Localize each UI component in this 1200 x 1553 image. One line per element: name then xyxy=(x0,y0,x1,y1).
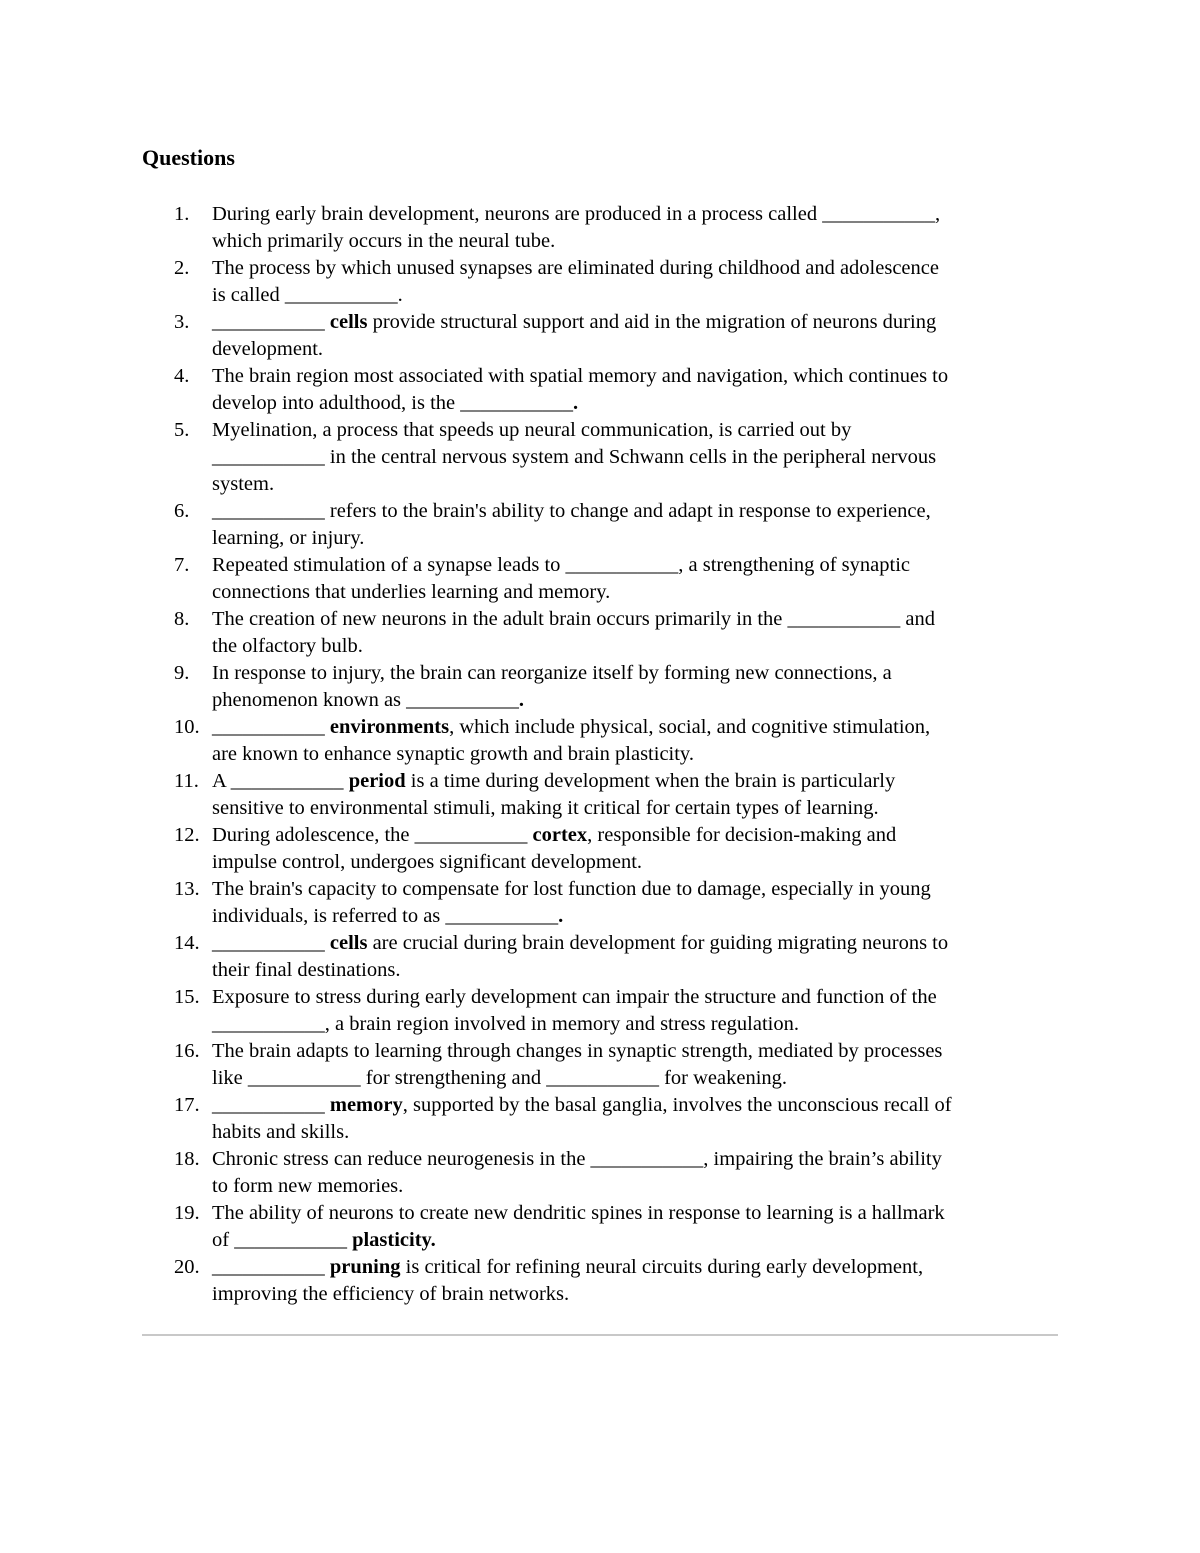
bold-term: plasticity. xyxy=(352,1229,436,1251)
question-text: provide structural support and aid in the migration of neurons during xyxy=(367,311,937,333)
question-text-line xyxy=(212,822,1062,849)
horizontal-divider xyxy=(142,1334,1058,1336)
question-text-line xyxy=(212,768,1062,795)
question-number: 3. xyxy=(174,311,190,333)
question-text-line xyxy=(212,309,1062,336)
question-item xyxy=(142,1254,1062,1308)
question-text: individuals, is referred to as ___________ xyxy=(212,905,559,927)
question-number: 10. xyxy=(174,716,200,738)
question-text: In response to injury, the brain can reorganize itself by forming new connections, a xyxy=(212,662,892,684)
question-text: are crucial during brain development for guiding migrating neurons to xyxy=(367,932,949,954)
question-item xyxy=(142,930,1062,984)
question-text: The ability of neurons to create new dendritic spines in response to learning is a hallmark xyxy=(212,1202,945,1224)
question-item xyxy=(142,1038,1062,1092)
question-text-line xyxy=(212,849,1062,876)
question-text: The brain region most associated with spatial memory and navigation, which continues to xyxy=(212,365,949,387)
bold-term: memory xyxy=(329,1094,403,1116)
question-text: learning, or injury. xyxy=(212,527,365,549)
question-text-line xyxy=(212,795,1062,822)
question-text-line xyxy=(212,363,1062,390)
question-text-line xyxy=(212,552,1062,579)
question-text-line xyxy=(212,876,1062,903)
question-text-line xyxy=(212,525,1062,552)
bold-term: . xyxy=(558,905,564,927)
question-text: ___________ xyxy=(212,932,330,954)
question-text-line xyxy=(212,903,1062,930)
question-number: 18. xyxy=(174,1148,200,1170)
question-text-line xyxy=(212,1173,1062,1200)
question-item xyxy=(142,606,1062,660)
question-text: the olfactory bulb. xyxy=(212,635,363,657)
bold-term: environments xyxy=(329,716,450,738)
bold-term: cells xyxy=(329,932,368,954)
question-text: are known to enhance synaptic growth and brain plasticity. xyxy=(212,743,694,765)
question-text-line xyxy=(212,498,1062,525)
question-text: Myelination, a process that speeds up neural communication, is carried out by xyxy=(212,419,852,441)
question-number: 6. xyxy=(174,500,190,522)
bold-term: period xyxy=(348,770,406,792)
question-text: like ___________ for strengthening and ___________ for weakening. xyxy=(212,1067,788,1089)
question-text: to form new memories. xyxy=(212,1175,404,1197)
question-text: ___________ refers to the brain's ability to change and adapt in response to experience, xyxy=(212,500,931,522)
question-item xyxy=(142,417,1062,498)
question-text: development. xyxy=(212,338,324,360)
question-text: connections that underlies learning and memory. xyxy=(212,581,611,603)
bold-term: . xyxy=(518,689,525,711)
question-number: 2. xyxy=(174,257,190,279)
question-text: The brain's capacity to compensate for lost function due to damage, especially in young xyxy=(212,878,931,900)
question-text: which primarily occurs in the neural tube. xyxy=(212,230,556,252)
question-text: their final destinations. xyxy=(212,959,401,981)
question-item xyxy=(142,309,1062,363)
question-text-line xyxy=(212,1254,1062,1281)
question-text-line xyxy=(212,444,1062,471)
question-text-line xyxy=(212,1092,1062,1119)
bold-term: . xyxy=(573,392,579,414)
question-text: sensitive to environmental stimuli, making it critical for certain types of learning. xyxy=(212,797,879,819)
question-text-line xyxy=(212,660,1062,687)
question-text-line xyxy=(212,1011,1062,1038)
question-text: ___________ in the central nervous system and Schwann cells in the peripheral nervous xyxy=(212,446,937,468)
question-number: 4. xyxy=(174,365,190,387)
question-item xyxy=(142,1200,1062,1254)
question-text-line xyxy=(212,606,1062,633)
section-heading: Questions xyxy=(142,145,235,170)
question-number: 9. xyxy=(174,662,190,684)
question-text: impulse control, undergoes significant development. xyxy=(212,851,643,873)
question-text: ___________ xyxy=(212,716,330,738)
question-text: Repeated stimulation of a synapse leads to ___________, a strengthening of synaptic xyxy=(212,554,910,576)
question-text-line xyxy=(212,336,1062,363)
question-text: During adolescence, the ___________ xyxy=(212,824,533,846)
question-text: The creation of new neurons in the adult brain occurs primarily in the ___________ and xyxy=(212,608,935,630)
question-text: is a time during development when the brain is particularly xyxy=(405,770,896,792)
question-text: , which include physical, social, and cognitive stimulation, xyxy=(449,716,931,738)
question-number: 13. xyxy=(174,878,200,900)
question-list xyxy=(142,201,1062,1308)
question-number: 20. xyxy=(174,1256,200,1278)
question-text-line xyxy=(212,282,1062,309)
question-number: 15. xyxy=(174,986,200,1008)
question-text-line xyxy=(212,201,1062,228)
question-item xyxy=(142,1092,1062,1146)
question-text-line xyxy=(212,579,1062,606)
question-text: is critical for refining neural circuits during early development, xyxy=(400,1256,924,1278)
question-number: 11. xyxy=(174,770,199,792)
question-text-line xyxy=(212,255,1062,282)
question-text-line xyxy=(212,390,1062,417)
question-item xyxy=(142,660,1062,714)
question-text-line xyxy=(212,633,1062,660)
question-item xyxy=(142,876,1062,930)
question-number: 12. xyxy=(174,824,200,846)
question-text: develop into adulthood, is the ___________ xyxy=(212,392,573,414)
question-text: During early brain development, neurons are produced in a process called ___________, xyxy=(212,203,941,225)
question-text-line xyxy=(212,741,1062,768)
question-item xyxy=(142,552,1062,606)
question-item xyxy=(142,255,1062,309)
question-number: 17. xyxy=(174,1094,200,1116)
question-text-line xyxy=(212,1200,1062,1227)
question-item xyxy=(142,822,1062,876)
question-text: Exposure to stress during early development can impair the structure and function of the xyxy=(212,986,937,1008)
question-text: , supported by the basal ganglia, involves the unconscious recall of xyxy=(402,1094,952,1116)
question-text: is called ___________. xyxy=(212,284,403,306)
question-text: ___________, a brain region involved in memory and stress regulation. xyxy=(212,1013,799,1035)
bold-term: cells xyxy=(329,311,368,333)
question-text-line xyxy=(212,957,1062,984)
question-text-line xyxy=(212,714,1062,741)
question-text: The process by which unused synapses are eliminated during childhood and adolescence xyxy=(212,257,939,279)
question-text: phenomenon known as ___________ xyxy=(212,689,519,711)
question-text: Chronic stress can reduce neurogenesis in the ___________, impairing the brain’s ability xyxy=(212,1148,942,1170)
question-text-line xyxy=(212,1065,1062,1092)
question-text-line xyxy=(212,1281,1062,1308)
question-text-line xyxy=(212,1038,1062,1065)
question-text: A ___________ xyxy=(212,770,349,792)
question-text-line xyxy=(212,687,1062,714)
question-text: ___________ xyxy=(212,311,330,333)
question-number: 16. xyxy=(174,1040,200,1062)
question-item xyxy=(142,768,1062,822)
question-number: 7. xyxy=(174,554,190,576)
question-number: 8. xyxy=(174,608,190,630)
bold-term: pruning xyxy=(329,1256,401,1278)
bold-term: cortex xyxy=(532,824,588,846)
question-number: 14. xyxy=(174,932,200,954)
question-item xyxy=(142,984,1062,1038)
question-text: improving the efficiency of brain networks. xyxy=(212,1283,570,1305)
question-text: system. xyxy=(212,473,275,495)
question-text-line xyxy=(212,1146,1062,1173)
question-text-line xyxy=(212,984,1062,1011)
question-item xyxy=(142,363,1062,417)
question-text: ___________ xyxy=(212,1094,330,1116)
question-item xyxy=(142,714,1062,768)
question-text-line xyxy=(212,417,1062,444)
question-text-line xyxy=(212,930,1062,957)
question-number: 19. xyxy=(174,1202,200,1224)
question-item xyxy=(142,201,1062,255)
question-text: of ___________ xyxy=(212,1229,353,1251)
question-text: The brain adapts to learning through changes in synaptic strength, mediated by processes xyxy=(212,1040,943,1062)
question-text-line xyxy=(212,228,1062,255)
question-number: 1. xyxy=(174,203,190,225)
question-text: ___________ xyxy=(212,1256,330,1278)
question-text: habits and skills. xyxy=(212,1121,350,1143)
question-text-line xyxy=(212,471,1062,498)
question-item xyxy=(142,498,1062,552)
question-number: 5. xyxy=(174,419,190,441)
question-item xyxy=(142,1146,1062,1200)
question-text-line xyxy=(212,1119,1062,1146)
question-text-line xyxy=(212,1227,1062,1254)
question-text: , responsible for decision-making and xyxy=(587,824,897,846)
